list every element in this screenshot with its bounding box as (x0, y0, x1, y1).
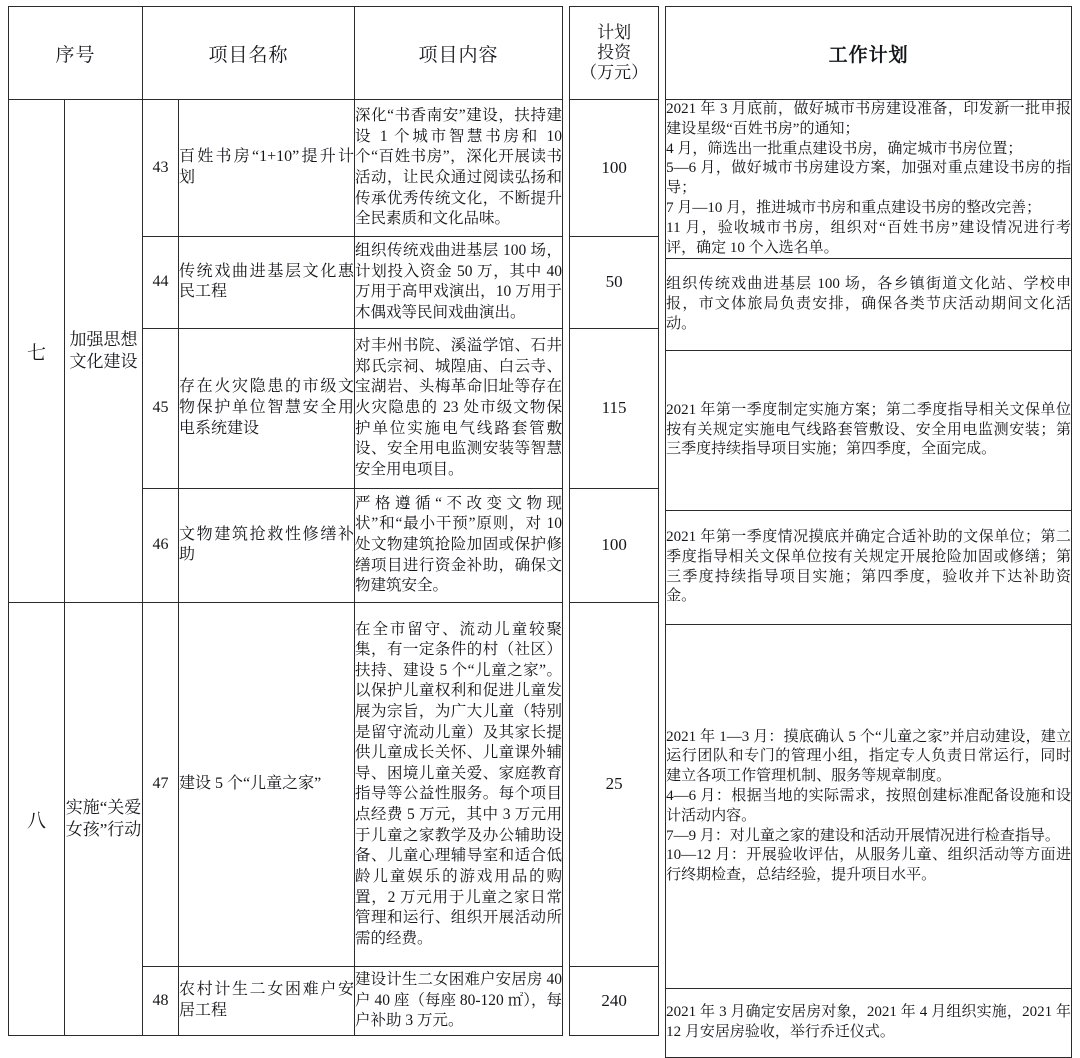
work-plan-44 (666, 259, 1072, 351)
investment-header-row (570, 7, 659, 100)
investment-48: 240 (570, 966, 659, 1035)
project-content-43: 深化“书香南安”建设，扶持建设 1 个城市智慧书房和 10 个“百姓书房”，深化开展读书活动，让民众通过阅读弘扬和传承优秀传统文化，不断提升全民素质和文化品味。 (355, 100, 563, 237)
row-no-47: 47 (143, 603, 179, 967)
project-content-47: 在全市留守、流动儿童较聚集，有一定条件的村（社区）扶持、建设 5 个“儿童之家”。以保护儿童权利和促进儿童发展为宗旨，为广大儿童（特别是留守流动儿童）及其家长提供儿童成长关怀、儿童课外辅导、困境儿童关爱、家庭教育指导等公益性服务。每个项目点经费 5 万元，其中 3 万元用于儿童之家教学及办公辅助设备、儿童心理辅导室和适合低龄儿童娱乐的游戏用品的购置，2 万元用于儿童之家日常管理和运行、组织开展活动所需的经费。 (355, 603, 563, 967)
work-plan-line: 2021 年第一季度情况摸底并确定合适补助的文保单位；第二季度指导相关文保单位按有关规定开展抢险加固或修缮；第三季度持续指导项目实施；第四季度，验收并下达补助资金。 (666, 529, 1071, 605)
header-planned-investment-line3: （万元） (580, 63, 649, 83)
project-content-48: 建设计生二女困难户安居房 40 户 40 座（每座 80-120 ㎡），每户补助 3 万元。 (355, 966, 563, 1035)
work-plan-line: 4 月，筛选出一批重点建设书房，确定城市书房位置； (666, 140, 1023, 157)
work-plan-line: 4—6 月：根据当地的实际需求，按照创建标准配备设施和设计活动内容。 (666, 787, 1071, 824)
work-plan-line: 组织传统戏曲进基层 100 场，各乡镇街道文化站、学校申报，市文体旅局负责安排，确保各类节庆活动期间文化活动。 (666, 276, 1071, 332)
work-plan-line: 2021 年第一季度制定实施方案；第二季度指导相关文保单位按有关规定实施电气线路套管敷设、安全用电监测安装；第三季度持续指导项目实施；第四季度，全面完成。 (666, 401, 1071, 458)
investment-row (570, 488, 659, 602)
work-plan-row (666, 989, 1072, 1058)
investment-43: 100 (570, 100, 659, 237)
work-plan-line: 11 月，验收城市书房，组织对“百姓书房”建设情况进行考评，确定 10 个入选名单。 (666, 219, 1071, 256)
project-name-46: 文物建筑抢救性修缮补助 (179, 488, 355, 602)
group-name-7-line1: 加强思想 (69, 329, 138, 349)
group-name-8-line2: 女孩”行动 (65, 820, 142, 840)
work-plan-line: 2021 年 3 月确定安居房对象，2021 年 4 月组织实施，2021 年 12 月安居房验收，举行乔迁仪式。 (666, 1004, 1071, 1041)
work-plan-row (666, 510, 1072, 624)
header-planned-investment (570, 7, 659, 100)
row-no-43: 43 (143, 100, 179, 237)
row-no-48: 48 (143, 966, 179, 1035)
work-plan-43 (666, 100, 1072, 259)
work-plan-line: 10—12 月：开展验收评估，从服务儿童、组织活动等方面进行终期检查，总结经验，提升项目水平。 (666, 847, 1071, 884)
investment-44: 50 (570, 237, 659, 329)
work-plan-47 (666, 625, 1072, 989)
header-project-content: 项目内容 (355, 7, 563, 100)
project-content-45: 对丰州书院、溪溢学馆、石井郑氏宗祠、城隍庙、白云寺、宝湖岩、头梅革命旧址等存在火灾隐患的 23 处市级文物保护单位实施电气线路套管敷设、安全用电监测安装等智慧安全用电项目。 (355, 328, 563, 488)
work-plan-line: 5—6 月，做好城市书房建设方案，加强对重点建设书房的指导； (666, 160, 1071, 197)
work-plan-line: 7—9 月：对儿童之家的建设和活动开展情况进行检查指导。 (666, 827, 1060, 844)
investment-46: 100 (570, 488, 659, 602)
work-plan-row (666, 351, 1072, 511)
header-seq: 序号 (9, 7, 143, 100)
work-plan-line: 2021 年 3 月底前，做好城市书房建设准备，印发新一批申报建设星级“百姓书房”的通知； (666, 101, 1071, 137)
header-project-name: 项目名称 (143, 7, 355, 100)
work-plan-row (666, 625, 1072, 989)
work-plan-line: 2021 年 1—3 月：摸底确认 5 个“儿童之家”并启动建设，建立运行团队和专门的管理小组，指定专人负责日常运行，同时建立各项工作管理机制、服务等规章制度。 (666, 728, 1071, 785)
investment-row (570, 237, 659, 329)
work-plan-46 (666, 510, 1072, 624)
header-planned-investment-line2: 投资 (597, 42, 632, 62)
project-content-44: 组织传统戏曲进基层 100 场，计划投入资金 50 万，其中 40 万用于高甲戏演出，10 万用于木偶戏等民间戏曲演出。 (355, 237, 563, 329)
project-name-45: 存在火灾隐患的市级文物保护单位智慧安全用电系统建设 (179, 328, 355, 488)
header-work-plan: 工作计划 (666, 7, 1072, 100)
work-plan-row (666, 100, 1072, 259)
row-no-45: 45 (143, 328, 179, 488)
work-plan-line: 7 月—10 月，推进城市书房和重点建设书房的整改完善； (666, 199, 1042, 216)
investment-row (570, 328, 659, 488)
investment-45: 115 (570, 328, 659, 488)
work-plan-header-row (666, 7, 1072, 100)
group-name-7 (65, 100, 143, 603)
group-seq-7: 七 (9, 100, 65, 603)
group-name-7-line2: 文化建设 (69, 352, 138, 372)
group-name-8-line1: 实施“关爱 (65, 797, 142, 817)
work-plan-table (665, 6, 1072, 1058)
table-row (9, 100, 563, 237)
project-name-44: 传统戏曲进基层文化惠民工程 (179, 237, 355, 329)
investment-row (570, 966, 659, 1035)
work-plan-row (666, 259, 1072, 351)
project-name-47: 建设 5 个“儿童之家” (179, 603, 355, 967)
project-content-46: 严格遵循“不改变文物现状”和“最小干预”原则，对 10 处文物建筑抢险加固或保护修缮项目进行资金补助，确保文物建筑安全。 (355, 488, 563, 602)
project-name-48: 农村计生二女困难户安居工程 (179, 966, 355, 1035)
investment-row (570, 603, 659, 967)
group-seq-8: 八 (9, 603, 65, 1036)
project-name-43: 百姓书房“1+10”提升计划 (179, 100, 355, 237)
row-no-44: 44 (143, 237, 179, 329)
work-plan-48 (666, 989, 1072, 1058)
investment-47: 25 (570, 603, 659, 967)
project-table (8, 6, 563, 1036)
table-row (9, 603, 563, 967)
investment-row (570, 100, 659, 237)
work-plan-45 (666, 351, 1072, 511)
group-name-8 (65, 603, 143, 1036)
header-planned-investment-line1: 计划 (597, 22, 632, 42)
investment-table (569, 6, 659, 1036)
table-header-row (9, 7, 563, 100)
row-no-46: 46 (143, 488, 179, 602)
